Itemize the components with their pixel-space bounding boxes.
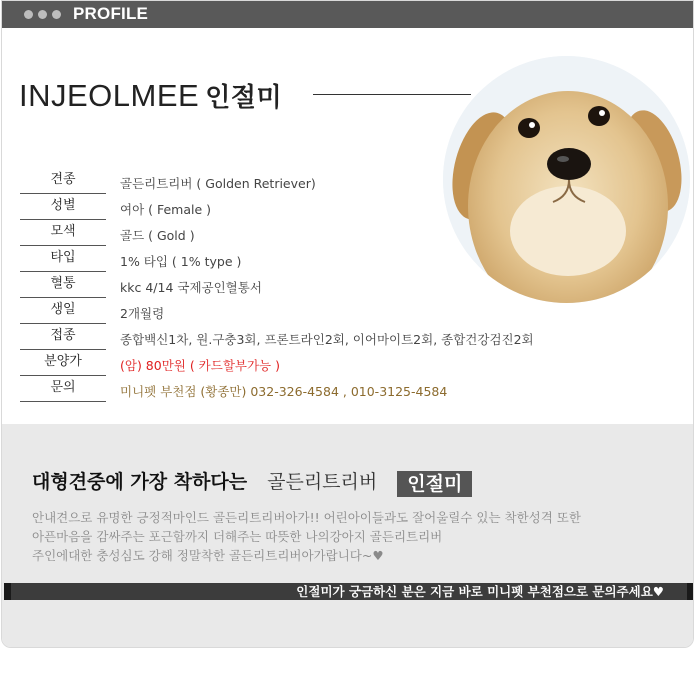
- info-value: 여아 ( Female ): [120, 202, 212, 217]
- info-row-price: [20, 351, 620, 377]
- dot-icon: [38, 10, 47, 19]
- info-row-color: [20, 221, 620, 247]
- info-row-contact: [20, 377, 620, 403]
- cta-bar: [4, 583, 694, 600]
- header-dots-icon: [24, 10, 61, 19]
- feature-description: [32, 508, 581, 565]
- desc-line: 아픈마음을 감싸주는 포근함까지 더해주는 따뜻한 나의강아지 골든리트리버: [32, 529, 443, 544]
- info-label: 분양가: [20, 351, 106, 376]
- desc-line: 안내견으로 유명한 긍정적마인드 골든리트리버아가!! 어린아이들과도 잘어울릴수 있는 착한성격 또한: [32, 510, 581, 525]
- price-value: (암) 80만원 ( 카드할부가능 ): [120, 358, 280, 373]
- info-label: 견종: [20, 169, 106, 194]
- info-row-birthday: [20, 299, 620, 325]
- desc-line: 주인에대한 충성심도 강해 정말착한 골든리트리버아가랍니다~♥: [32, 548, 384, 563]
- contact-value: 미니펫 부천점 (황종만) 032-326-4584 , 010-3125-4584: [120, 384, 448, 399]
- info-row-gender: [20, 195, 620, 221]
- cta-text: 인절미가 궁금하신 분은 지금 바로 미니펫 부천점으로 문의주세요♥: [296, 584, 664, 599]
- headline-normal: 골든리트리버: [267, 471, 378, 493]
- info-value: 골드 ( Gold ): [120, 228, 195, 243]
- info-value: 골든리트리버 ( Golden Retriever): [120, 176, 316, 191]
- info-row-pedigree: [20, 273, 620, 299]
- cta-bar-edge-left: [4, 583, 11, 600]
- info-value: kkc 4/14 국제공인혈통서: [120, 280, 262, 295]
- headline-bold: 대형견중에 가장 착하다는: [32, 471, 248, 493]
- pet-name-ko: 인절미: [205, 83, 283, 113]
- dot-icon: [24, 10, 33, 19]
- info-row-vaccination: [20, 325, 620, 351]
- info-label: 성별: [20, 195, 106, 220]
- info-row-type: [20, 247, 620, 273]
- feature-headline: [32, 467, 472, 497]
- info-value: 2개월령: [120, 306, 165, 321]
- info-label: 접종: [20, 325, 106, 350]
- info-row-breed: [20, 169, 620, 195]
- info-label: 모색: [20, 221, 106, 246]
- info-label: 타입: [20, 247, 106, 272]
- name-divider: [313, 94, 471, 95]
- info-label: 생일: [20, 299, 106, 324]
- header-title: PROFILE: [73, 4, 149, 23]
- cta-bar-edge-right: [687, 583, 694, 600]
- info-label: 혈통: [20, 273, 106, 298]
- info-value: 1% 타입 ( 1% type ): [120, 254, 242, 269]
- headline-tag: 인절미: [397, 471, 472, 497]
- pet-name: [19, 77, 282, 114]
- profile-header-bar: [2, 1, 693, 28]
- profile-card: [1, 0, 694, 648]
- info-label: 문의: [20, 377, 106, 402]
- dot-icon: [52, 10, 61, 19]
- info-value: 종합백신1차, 원.구충3회, 프론트라인2회, 이어마이트2회, 종합건강검진2회: [120, 332, 534, 347]
- pet-name-en: INJEOLMEE: [19, 78, 200, 113]
